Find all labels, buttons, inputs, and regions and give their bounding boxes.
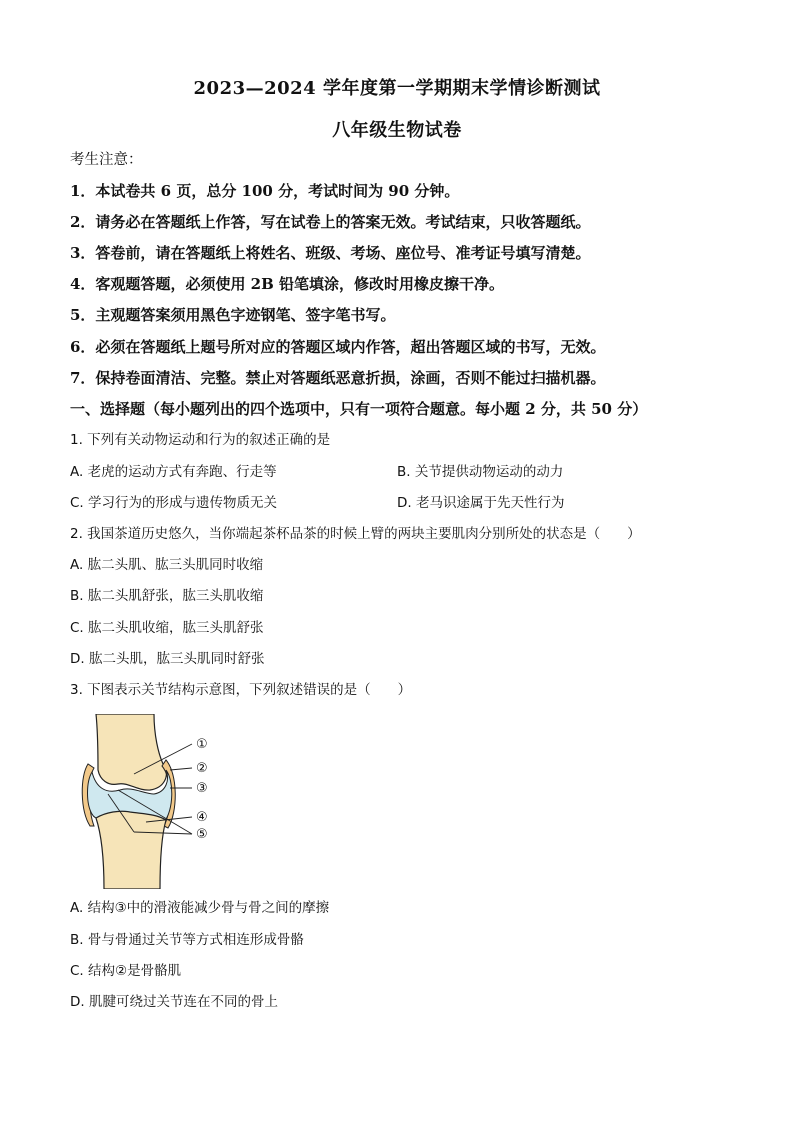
lower-bone xyxy=(96,811,166,889)
option-a: A. 结构③中的滑液能减少骨与骨之间的摩擦 xyxy=(70,900,330,916)
figure-label-3: ③ xyxy=(196,781,208,796)
option-b: B. 骨与骨通过关节等方式相连形成骨骼 xyxy=(70,932,304,948)
figure-label-4: ④ xyxy=(196,810,208,825)
notice-item: 2．请务必在答题纸上作答，写在试卷上的答案无效。考试结束，只收答题纸。 xyxy=(70,213,591,231)
notice-item: 7．保持卷面清洁、完整。禁止对答题纸恶意折损，涂画，否则不能过扫描机器。 xyxy=(70,369,606,387)
figure-label-2: ② xyxy=(196,761,208,776)
option-b: B. 关节提供动物运动的动力 xyxy=(397,464,564,480)
question-stem: 2. 我国茶道历史悠久，当你端起茶杯品茶的时候上臂的两块主要肌肉分别所处的状态是（ ） xyxy=(70,526,641,542)
section-heading: 一、选择题（每小题列出的四个选项中，只有一项符合题意。每小题 2 分，共 50 分） xyxy=(70,400,648,418)
question-stem: 3. 下图表示关节结构示意图，下列叙述错误的是（ ） xyxy=(70,682,412,698)
option-a: A. 老虎的运动方式有奔跑、行走等 xyxy=(70,464,277,480)
option-c: C. 结构②是骨骼肌 xyxy=(70,963,182,979)
figure-label-5: ⑤ xyxy=(196,827,208,842)
notice-heading: 考生注意： xyxy=(70,152,143,168)
option-c: C. 学习行为的形成与遗传物质无关 xyxy=(70,495,278,511)
option-a: A. 肱二头肌、肱三头肌同时收缩 xyxy=(70,557,264,573)
notice-item: 6．必须在答题纸上题号所对应的答题区域内作答，超出答题区域的书写，无效。 xyxy=(70,338,606,356)
joint-structure-figure xyxy=(74,714,224,889)
question-stem: 1. 下列有关动物运动和行为的叙述正确的是 xyxy=(70,432,331,448)
notice-item: 5．主观题答案须用黑色字迹钢笔、签字笔书写。 xyxy=(70,306,396,324)
notice-item: 3．答卷前，请在答题纸上将姓名、班级、考场、座位号、准考证号填写清楚。 xyxy=(70,244,591,262)
notice-item: 1．本试卷共 6 页，总分 100 分，考试时间为 90 分钟。 xyxy=(70,182,460,200)
option-d: D. 肱二头肌，肱三头肌同时舒张 xyxy=(70,651,265,667)
exam-subtitle: 八年级生物试卷 xyxy=(332,120,462,141)
option-d: D. 肌腱可绕过关节连在不同的骨上 xyxy=(70,994,278,1010)
notice-item: 4．客观题答题，必须使用 2B 铅笔填涂，修改时用橡皮擦干净。 xyxy=(70,275,504,293)
exam-title: 2023—2024 学年度第一学期期末学情诊断测试 xyxy=(193,78,601,99)
option-c: C. 肱二头肌收缩，肱三头肌舒张 xyxy=(70,620,264,636)
upper-bone xyxy=(96,714,166,790)
figure-label-1: ① xyxy=(196,737,208,752)
option-b: B. 肱二头肌舒张，肱三头肌收缩 xyxy=(70,588,264,604)
option-d: D. 老马识途属于先天性行为 xyxy=(397,495,565,511)
